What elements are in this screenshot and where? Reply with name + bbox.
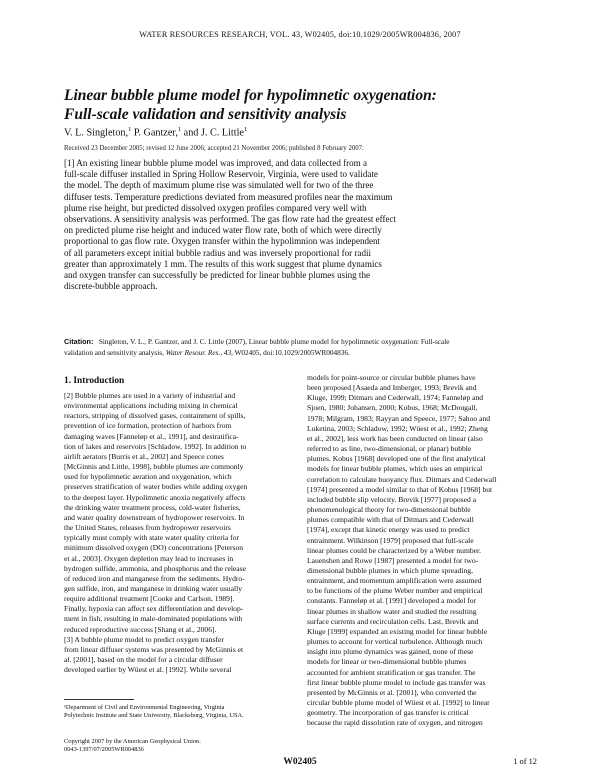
abstract [64,158,534,292]
intro-right-line: plumes. Kobus [1968] developed one of the first analytical [307,454,486,464]
abstract-line: of all parameters except initial bubble radius and was inversely proportional for radii [64,247,371,258]
intro-right-line: plumes to account for vertical turbulence. Although much [307,637,483,647]
abstract-line: proportional to gas flow rate. Oxygen transfer within the hypolimnion was independent [64,236,381,247]
abstract-line: discrete-bubble approach. [64,281,158,292]
intro-right-line: models for point-source or circular bubble plumes have [307,373,476,382]
affiliation-mark: 1 [177,126,182,133]
intro-left-line: [3] A bubble plume model to predict oxygen transfer [64,634,224,644]
intro-right-line: linear plumes could be characterized by a Weber number. [307,545,482,555]
intro-right-line: accounted for ambient stratification or gas transfer. The [307,667,476,677]
article-title [64,86,544,124]
footnote-line-2: Polytechnic Institute and State University, Blacksburg, Virginia, USA. [64,712,244,720]
affiliation-footnote [64,704,294,721]
intro-right-line: dimensional bubble plumes in which plume spreading, [307,565,473,575]
intro-left-line: minimum dissolved oxygen (DO) concentrations [Peterson [64,543,244,553]
copyright-notice [64,738,201,755]
intro-left-line: ment in fish, resulting in male-dominated populations with [64,614,243,624]
intro-left-line: Finally, hypoxia can affect sex differentiation and develop- [64,604,244,614]
citation-line-2 [64,348,544,359]
intro-left-line: airlift aerators [Burris et al., 2002] and Speece cones [64,451,224,461]
intro-right-line: circular bubble plume model of Wüest et al. [1992] to linear [307,698,490,707]
intro-right-line: [1974], except that kinetic energy was used to predict [307,525,470,535]
right-column [307,373,537,728]
intro-right-line: referred to as line, two-dimensional, or planar) bubble [307,444,472,454]
intro-right-line: Luketina, 2003; Schladow, 1992; Wüest et al., 1992; Zheng [307,423,488,433]
abstract-line: the model. The depth of maximum plume rise was simulated well for two of the three [64,180,374,191]
author-singleton: V. L. Singleton, [64,127,129,139]
author-gantzer: P. Gantzer, [133,127,178,139]
intro-left-line: environmental applications including mixing in chemical [64,401,238,411]
citation-line-1 [64,336,544,348]
intro-right-line: linear plumes in shallow water and studied the resulting [307,606,477,616]
citation-text-2a: validation and sensitivity analysis, [64,349,164,357]
abstract-line: [1] An existing linear bubble plume model was improved, and data collected from a [64,158,367,168]
article-id-footer: W02405 [283,757,317,767]
citation-text-1: Singleton, V. L., P. Gantzer, and J. C. Little (2007), Linear bubble plume model for hypolimnetic oxygenation: Full-scale [98,338,450,346]
author-little: and J. C. Little [183,127,244,139]
intro-right-line: entrainment, and momentum amplification were assumed [307,576,482,586]
intro-left-line: damaging waves [Fanneløp et al., 1991], and destratifica- [64,431,239,441]
intro-right-line: Kluge [1999] expanded an existing model for linear bubble [307,626,488,636]
intro-right-line: constants. Fanneløp et al. [1991] developed a model for [307,596,477,606]
abstract-line: full-scale diffuser installed in Spring Hollow Reservoir, Virginia, were used to validate [64,169,378,180]
intro-left-line: require additional treatment [Cooke and Carlson, 1989]. [64,594,235,604]
section-heading-introduction: 1. Introduction [64,376,125,386]
abstract-line: greater than approximately 1 mm. The results of this work suggest that plume dynamics [64,258,382,269]
intro-right-line: phenomenological theory for two-dimensional bubble [307,505,471,515]
intro-left-line: developed earlier by Wüest et al. [1992]. While several [64,665,232,675]
intro-right-line: Kluge, 1999; Ditmars and Cederwall, 1974; Fanneløp and [307,393,484,403]
running-head: WATER RESOURCES RESEARCH, VOL. 43, W02405, doi:10.1029/2005WR004836, 2007 [139,30,461,39]
author-list [64,126,247,138]
intro-right-line: et al., 2002], less work has been conducted on linear (also [307,433,483,443]
citation-text-2b: W02405, doi:10.1029/2005WR004836. [234,349,350,357]
copyright-line-2: 0043-1397/07/2005WR004836 [64,746,144,754]
intro-left-line: the drinking water treatment process, cold-water fisheries, [64,502,241,512]
left-column [64,391,292,675]
citation-journal: Water Resour. Res., 43, [165,349,233,357]
footnote-divider [64,699,134,700]
intro-left-line: [McGinnis and Little, 1998], bubble plumes are commonly [64,462,244,472]
intro-left-line: hydrogen sulfide, ammonia, and phosphorus and the release [64,563,246,573]
intro-left-line: tion of lakes and reservoirs [Schladow, 1992]. In addition to [64,441,247,451]
citation-label: Citation: [64,337,94,346]
intro-right-line: Lauenshen and Rowe [1987] presented a model for two- [307,555,479,565]
intro-left-line: et al., 2003]. Oxygen depletion may lead to increases in [64,553,234,563]
footnote-line-1: ¹Department of Civil and Environmental Engineering, Virginia [64,704,225,711]
citation-block [64,336,544,359]
affiliation-mark: 1 [128,126,132,133]
intro-right-line: geometry. The incorporation of gas transfer is critical [307,708,469,718]
intro-right-line: to be functions of the plume Weber number and empirical [307,586,483,596]
copyright-line-1: Copyright 2007 by the American Geophysical Union. [64,738,201,745]
publication-dates: Received 23 December 2005; revised 12 June 2006; accepted 21 November 2006; published 8 February 2007. [64,145,364,152]
intro-right-line: models for linear or two-dimensional bubble plumes [307,657,467,667]
intro-right-line: correlation to calculate buoyancy flux. Ditmars and Cederwall [307,474,497,484]
title-line-2: Full-scale validation and sensitivity analysis [64,106,347,123]
title-line-1: Linear bubble plume model for hypolimnetic oxygenation: [64,87,437,104]
intro-left-line: reactors, stripping of dissolved gases, containment of spills, [64,411,246,421]
intro-right-line: presented by McGinnis et al. [2001], who converted the [307,687,477,697]
intro-right-line: Sjoen, 1980; Johansen, 2000; Kobus, 1968; McDougall, [307,403,478,413]
intro-right-line: because the rapid dissolution rate of oxygen, and nitrogen [307,718,483,728]
intro-left-line: typically must comply with state water quality criteria for [64,533,240,543]
intro-right-line: models for linear bubble plumes, which uses an empirical [307,464,483,474]
intro-left-line: from linear diffuser systems was presented by McGinnis et [64,644,244,654]
abstract-line: diffuser tests. Temperature predictions deviated from measured profiles near the maximum [64,191,393,202]
intro-left-line: the United States, releases from hydropower reservoirs [64,523,231,533]
intro-left-line: of reduced iron and manganese from the sediments. Hydro- [64,573,245,583]
intro-left-line: gen sulfide, iron, and manganese in drinking water usually [64,583,242,593]
intro-right-line: surface currents and recirculation cells. Last, Brevik and [307,616,479,626]
abstract-line: on predicted plume rise height and induced water flow rate, both of which were directly [64,225,382,236]
intro-left-line: [2] Bubble plumes are used in a variety of industrial and [64,391,236,400]
intro-right-line: first linear bubble plume model to include gas transfer was [307,677,486,687]
intro-right-line: entrainment. Wilkinson [1979] proposed that full-scale [307,535,474,545]
intro-right-line: plumes compatible with that of Ditmars and Cederwall [307,515,474,525]
intro-right-line: [1974] presented a model similar to that of Kobus [1968] but [307,484,493,494]
intro-left-line: used for hypolimnetic aeration and oxygenation, which [64,472,232,482]
intro-right-line: 1978; Milgram, 1983; Rayyan and Speece, 1977; Sahoo and [307,413,491,423]
intro-left-line: preserves stratification of water bodies while adding oxygen [64,482,248,492]
intro-left-line: to the deepest layer. Hypolimnetic anoxia negatively affects [64,492,246,502]
abstract-line: observations. A sensitivity analysis was performed. The gas flow rate had the greatest effect [64,214,397,225]
intro-right-line: been proposed [Asaeda and Imberger, 1993; Brevik and [307,383,477,393]
intro-left-line: prevention of ice formation, protection of harbors from [64,421,232,431]
intro-right-line: included bubble slip velocity. Brevik [1977] proposed a [307,494,477,504]
page-number: 1 of 12 [513,757,537,766]
intro-left-line: reduced reproductive success [Shang et al., 2006]. [64,624,217,634]
intro-right-line: insight into plume dynamics was gained, none of these [307,647,474,657]
affiliation-mark: 1 [243,126,248,133]
abstract-line: and oxygen transfer can successfully be predicted for linear bubble plumes using the [64,270,370,281]
abstract-line: plume rise height, but predicted dissolved oxygen profiles compared very well with [64,202,367,213]
intro-left-line: al. [2001], based on the model for a circular diffuser [64,655,223,665]
intro-left-line: and water quality downstream of hydropower reservoirs. In [64,512,245,522]
